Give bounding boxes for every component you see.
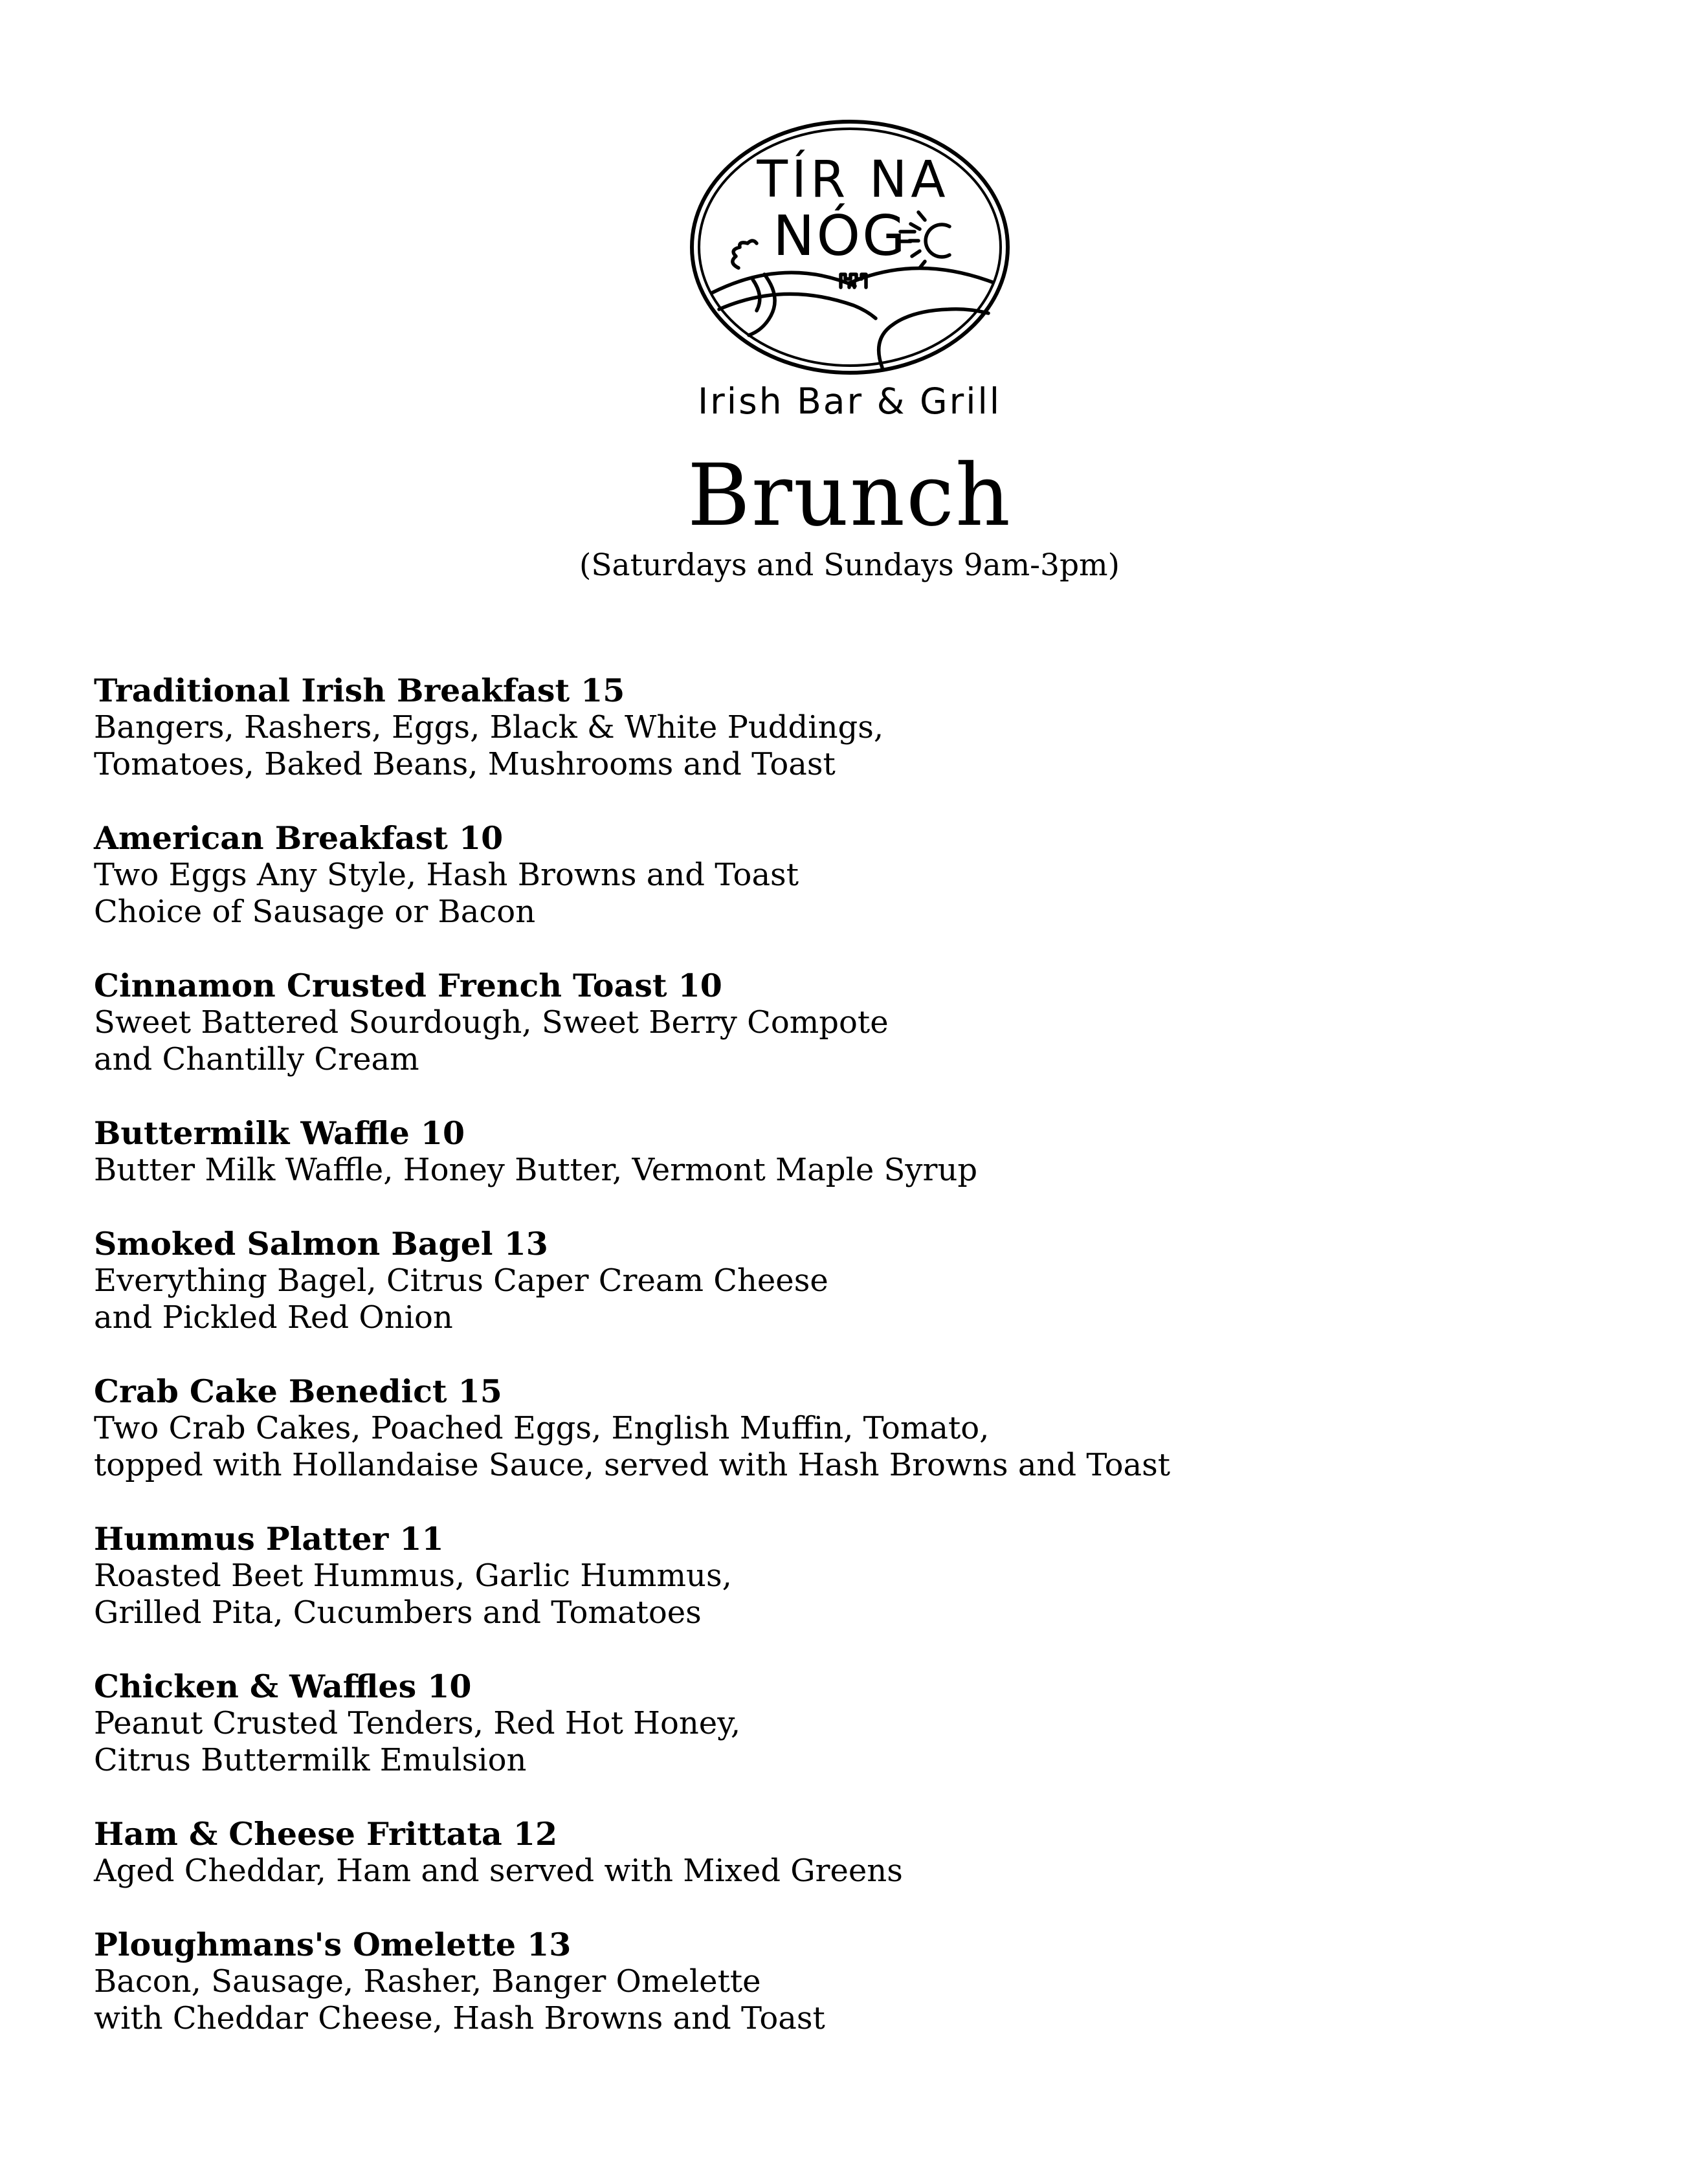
menu-item-title bbox=[94, 1926, 1621, 1963]
menu-item-name: Ham & Cheese Frittata bbox=[94, 1815, 502, 1853]
menu-item bbox=[94, 1926, 1621, 2037]
menu-item-description-line: and Chantilly Cream bbox=[94, 1041, 419, 1077]
menu-item bbox=[94, 1521, 1621, 1631]
menu-item-name: Ploughmans's Omelette bbox=[94, 1926, 516, 1963]
menu-item bbox=[94, 967, 1621, 1078]
logo-text-line1: TÍR NA bbox=[756, 151, 949, 209]
menu-item-price: 11 bbox=[399, 1520, 444, 1558]
menu-item bbox=[94, 1373, 1621, 1484]
menu-item-price: 13 bbox=[527, 1926, 572, 1963]
menu-item-description bbox=[94, 1152, 1621, 1189]
menu-item-description bbox=[94, 857, 1621, 931]
menu-item-title bbox=[94, 1373, 1621, 1410]
menu-item-price: 10 bbox=[427, 1668, 472, 1705]
menu-item-description bbox=[94, 1263, 1621, 1336]
menu-item bbox=[94, 820, 1621, 931]
menu-item-price: 10 bbox=[458, 819, 504, 857]
menu-item-name: Traditional Irish Breakfast bbox=[94, 672, 570, 709]
menu-item-description bbox=[94, 709, 1621, 783]
menu-item-name: Buttermilk Waffle bbox=[94, 1114, 410, 1152]
menu-item-description-line: Tomatoes, Baked Beans, Mushrooms and Toast bbox=[94, 746, 836, 782]
menu-item-description-line: and Pickled Red Onion bbox=[94, 1299, 453, 1336]
menu-item-description-line: with Cheddar Cheese, Hash Browns and Toast bbox=[94, 2000, 825, 2036]
menu-item-description-line: Bangers, Rashers, Eggs, Black & White Puddings, bbox=[94, 709, 884, 745]
menu-item-title bbox=[94, 967, 1621, 1004]
menu-item-title bbox=[94, 1668, 1621, 1705]
menu-item-price: 10 bbox=[420, 1114, 465, 1152]
menu-item-description bbox=[94, 1963, 1621, 2037]
page-title: Brunch bbox=[687, 446, 1012, 546]
menu-item-description bbox=[94, 1004, 1621, 1078]
menu-item bbox=[94, 1668, 1621, 1779]
tree-swirl-drawing bbox=[732, 241, 756, 268]
menu-item-title bbox=[94, 1226, 1621, 1263]
menu-item-title bbox=[94, 1816, 1621, 1853]
menu-item-description-line: Everything Bagel, Citrus Caper Cream Cheese bbox=[94, 1263, 828, 1299]
menu-item-description-line: topped with Hollandaise Sauce, served with Hash Browns and Toast bbox=[94, 1447, 1171, 1483]
menu-item-title bbox=[94, 1115, 1621, 1152]
menu-item-description bbox=[94, 1705, 1621, 1779]
menu-item-description-line: Two Eggs Any Style, Hash Browns and Toast bbox=[94, 857, 799, 893]
menu-items-list bbox=[94, 672, 1621, 2037]
restaurant-logo bbox=[688, 118, 1012, 377]
menu-item-description-line: Sweet Battered Sourdough, Sweet Berry Compote bbox=[94, 1004, 889, 1041]
menu-item-title bbox=[94, 672, 1621, 709]
logo-text-line2: NÓG bbox=[772, 204, 907, 269]
menu-item-description bbox=[94, 1853, 1621, 1890]
masthead bbox=[0, 0, 1699, 583]
menu-item-description-line: Roasted Beet Hummus, Garlic Hummus, bbox=[94, 1558, 732, 1594]
menu-item-description bbox=[94, 1410, 1621, 1484]
menu-item-name: Cinnamon Crusted French Toast bbox=[94, 967, 667, 1004]
menu-item-price: 15 bbox=[581, 672, 625, 709]
menu-item bbox=[94, 1115, 1621, 1189]
menu-item-name: American Breakfast bbox=[94, 819, 448, 857]
menu-item-description-line: Two Crab Cakes, Poached Eggs, English Muffin, Tomato, bbox=[94, 1410, 990, 1446]
menu-item-name: Hummus Platter bbox=[94, 1520, 389, 1558]
menu-item-name: Chicken & Waffles bbox=[94, 1668, 417, 1705]
menu-item bbox=[94, 1226, 1621, 1336]
menu-item-price: 15 bbox=[458, 1373, 502, 1410]
menu-item-price: 13 bbox=[504, 1225, 548, 1263]
menu-item-description-line: Bacon, Sausage, Rasher, Banger Omelette bbox=[94, 1963, 761, 2000]
menu-item-description-line: Butter Milk Waffle, Honey Butter, Vermont Maple Syrup bbox=[94, 1152, 978, 1188]
menu-item-description-line: Grilled Pita, Cucumbers and Tomatoes bbox=[94, 1594, 702, 1631]
menu-item-name: Smoked Salmon Bagel bbox=[94, 1225, 493, 1263]
menu-item-description bbox=[94, 1558, 1621, 1631]
menu-item bbox=[94, 1816, 1621, 1890]
menu-item-description-line: Citrus Buttermilk Emulsion bbox=[94, 1742, 527, 1778]
menu-hours: (Saturdays and Sundays 9am-3pm) bbox=[579, 547, 1120, 583]
menu-item-name: Crab Cake Benedict bbox=[94, 1373, 447, 1410]
menu-item-title bbox=[94, 820, 1621, 857]
menu-item-price: 10 bbox=[678, 967, 722, 1004]
menu-item-price: 12 bbox=[513, 1815, 558, 1853]
logo-tagline: Irish Bar & Grill bbox=[697, 381, 1002, 422]
menu-item-description-line: Peanut Crusted Tenders, Red Hot Honey, bbox=[94, 1705, 741, 1741]
menu-item-title bbox=[94, 1521, 1621, 1558]
menu-item bbox=[94, 672, 1621, 783]
menu-item-description-line: Aged Cheddar, Ham and served with Mixed Greens bbox=[94, 1853, 903, 1889]
menu-item-description-line: Choice of Sausage or Bacon bbox=[94, 894, 536, 930]
